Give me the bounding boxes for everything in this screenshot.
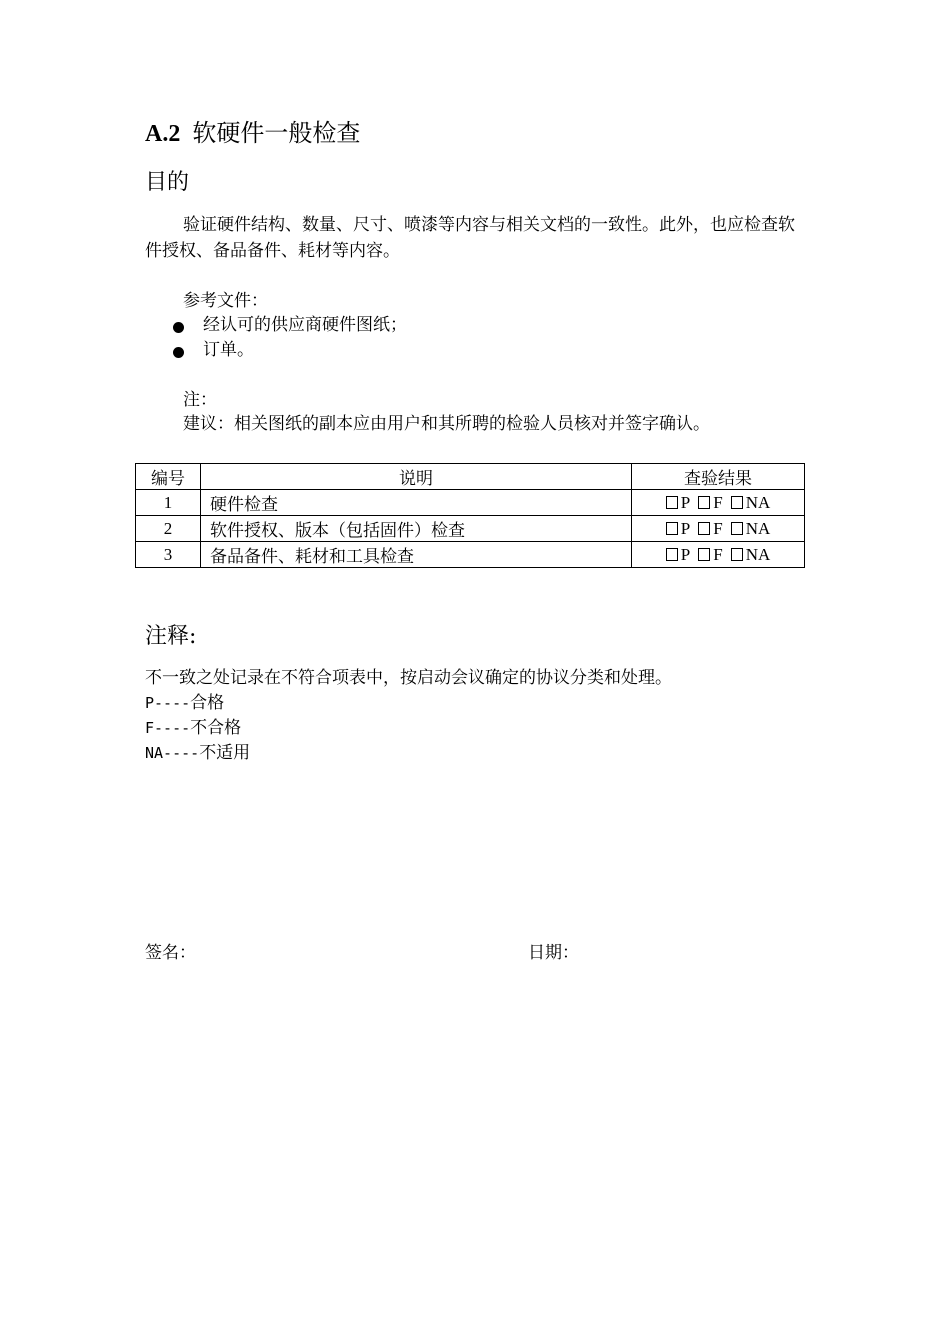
remarks-text: 不一致之处记录在不符合项表中，按启动会议确定的协议分类和处理。 [145,668,672,688]
table-header-row [136,464,805,490]
checkbox-icon [731,522,743,535]
header-number: 编号 [136,464,201,490]
row-result [632,516,805,542]
option-na[interactable]: NA [731,519,771,538]
table-row [136,490,805,516]
checkbox-icon [666,496,678,509]
list-item [170,338,407,363]
section-number: A.2 [145,121,181,147]
header-description: 说明 [201,464,632,490]
references-list [170,313,407,363]
row-number: 1 [136,490,201,516]
note-text: 建议：相关图纸的副本应由用户和其所聘的检验人员核对并签字确认。 [183,414,710,434]
check-table [135,463,805,568]
bullet-icon [173,347,184,358]
purpose-paragraph: 验证硬件结构、数量、尺寸、喷漆等内容与相关文档的一致性。此外，也应检查软件授权、备品备件、耗材等内容。 [145,215,795,261]
checkbox-icon [731,548,743,561]
checkbox-icon [666,548,678,561]
table-row [136,516,805,542]
row-description: 硬件检查 [201,490,632,516]
row-number: 3 [136,542,201,568]
list-item [170,313,407,338]
checkbox-icon [698,496,710,509]
checkbox-icon [666,522,678,535]
option-na[interactable]: NA [731,493,771,512]
option-p[interactable]: P [666,519,690,538]
legend-pass: P----合格 [145,693,225,713]
list-item-text: 订单。 [203,340,254,360]
checkbox-icon [698,522,710,535]
row-result [632,490,805,516]
row-number: 2 [136,516,201,542]
legend-fail: F----不合格 [145,718,242,738]
remarks-heading: 注释: [145,624,197,649]
checkbox-icon [731,496,743,509]
section-title-text: 软硬件一般检查 [192,119,361,147]
option-na[interactable]: NA [731,545,771,564]
option-f[interactable]: F [698,493,722,512]
bullet-icon [173,322,184,333]
option-f[interactable]: F [698,519,722,538]
header-result: 查验结果 [632,464,805,490]
option-f[interactable]: F [698,545,722,564]
option-p[interactable]: P [666,493,690,512]
signature-label: 签名： [145,943,196,963]
option-p[interactable]: P [666,545,690,564]
checkbox-icon [698,548,710,561]
row-result [632,542,805,568]
row-description: 软件授权、版本（包括固件）检查 [201,516,632,542]
references-label: 参考文件： [183,291,268,311]
legend-na: NA----不适用 [145,743,251,763]
purpose-heading: 目的 [145,170,190,195]
row-description: 备品备件、耗材和工具检查 [201,542,632,568]
list-item-text: 经认可的供应商硬件图纸； [203,315,407,335]
section-title [145,117,360,150]
table-row [136,542,805,568]
note-label: 注： [183,390,217,410]
date-label: 日期： [528,943,579,963]
